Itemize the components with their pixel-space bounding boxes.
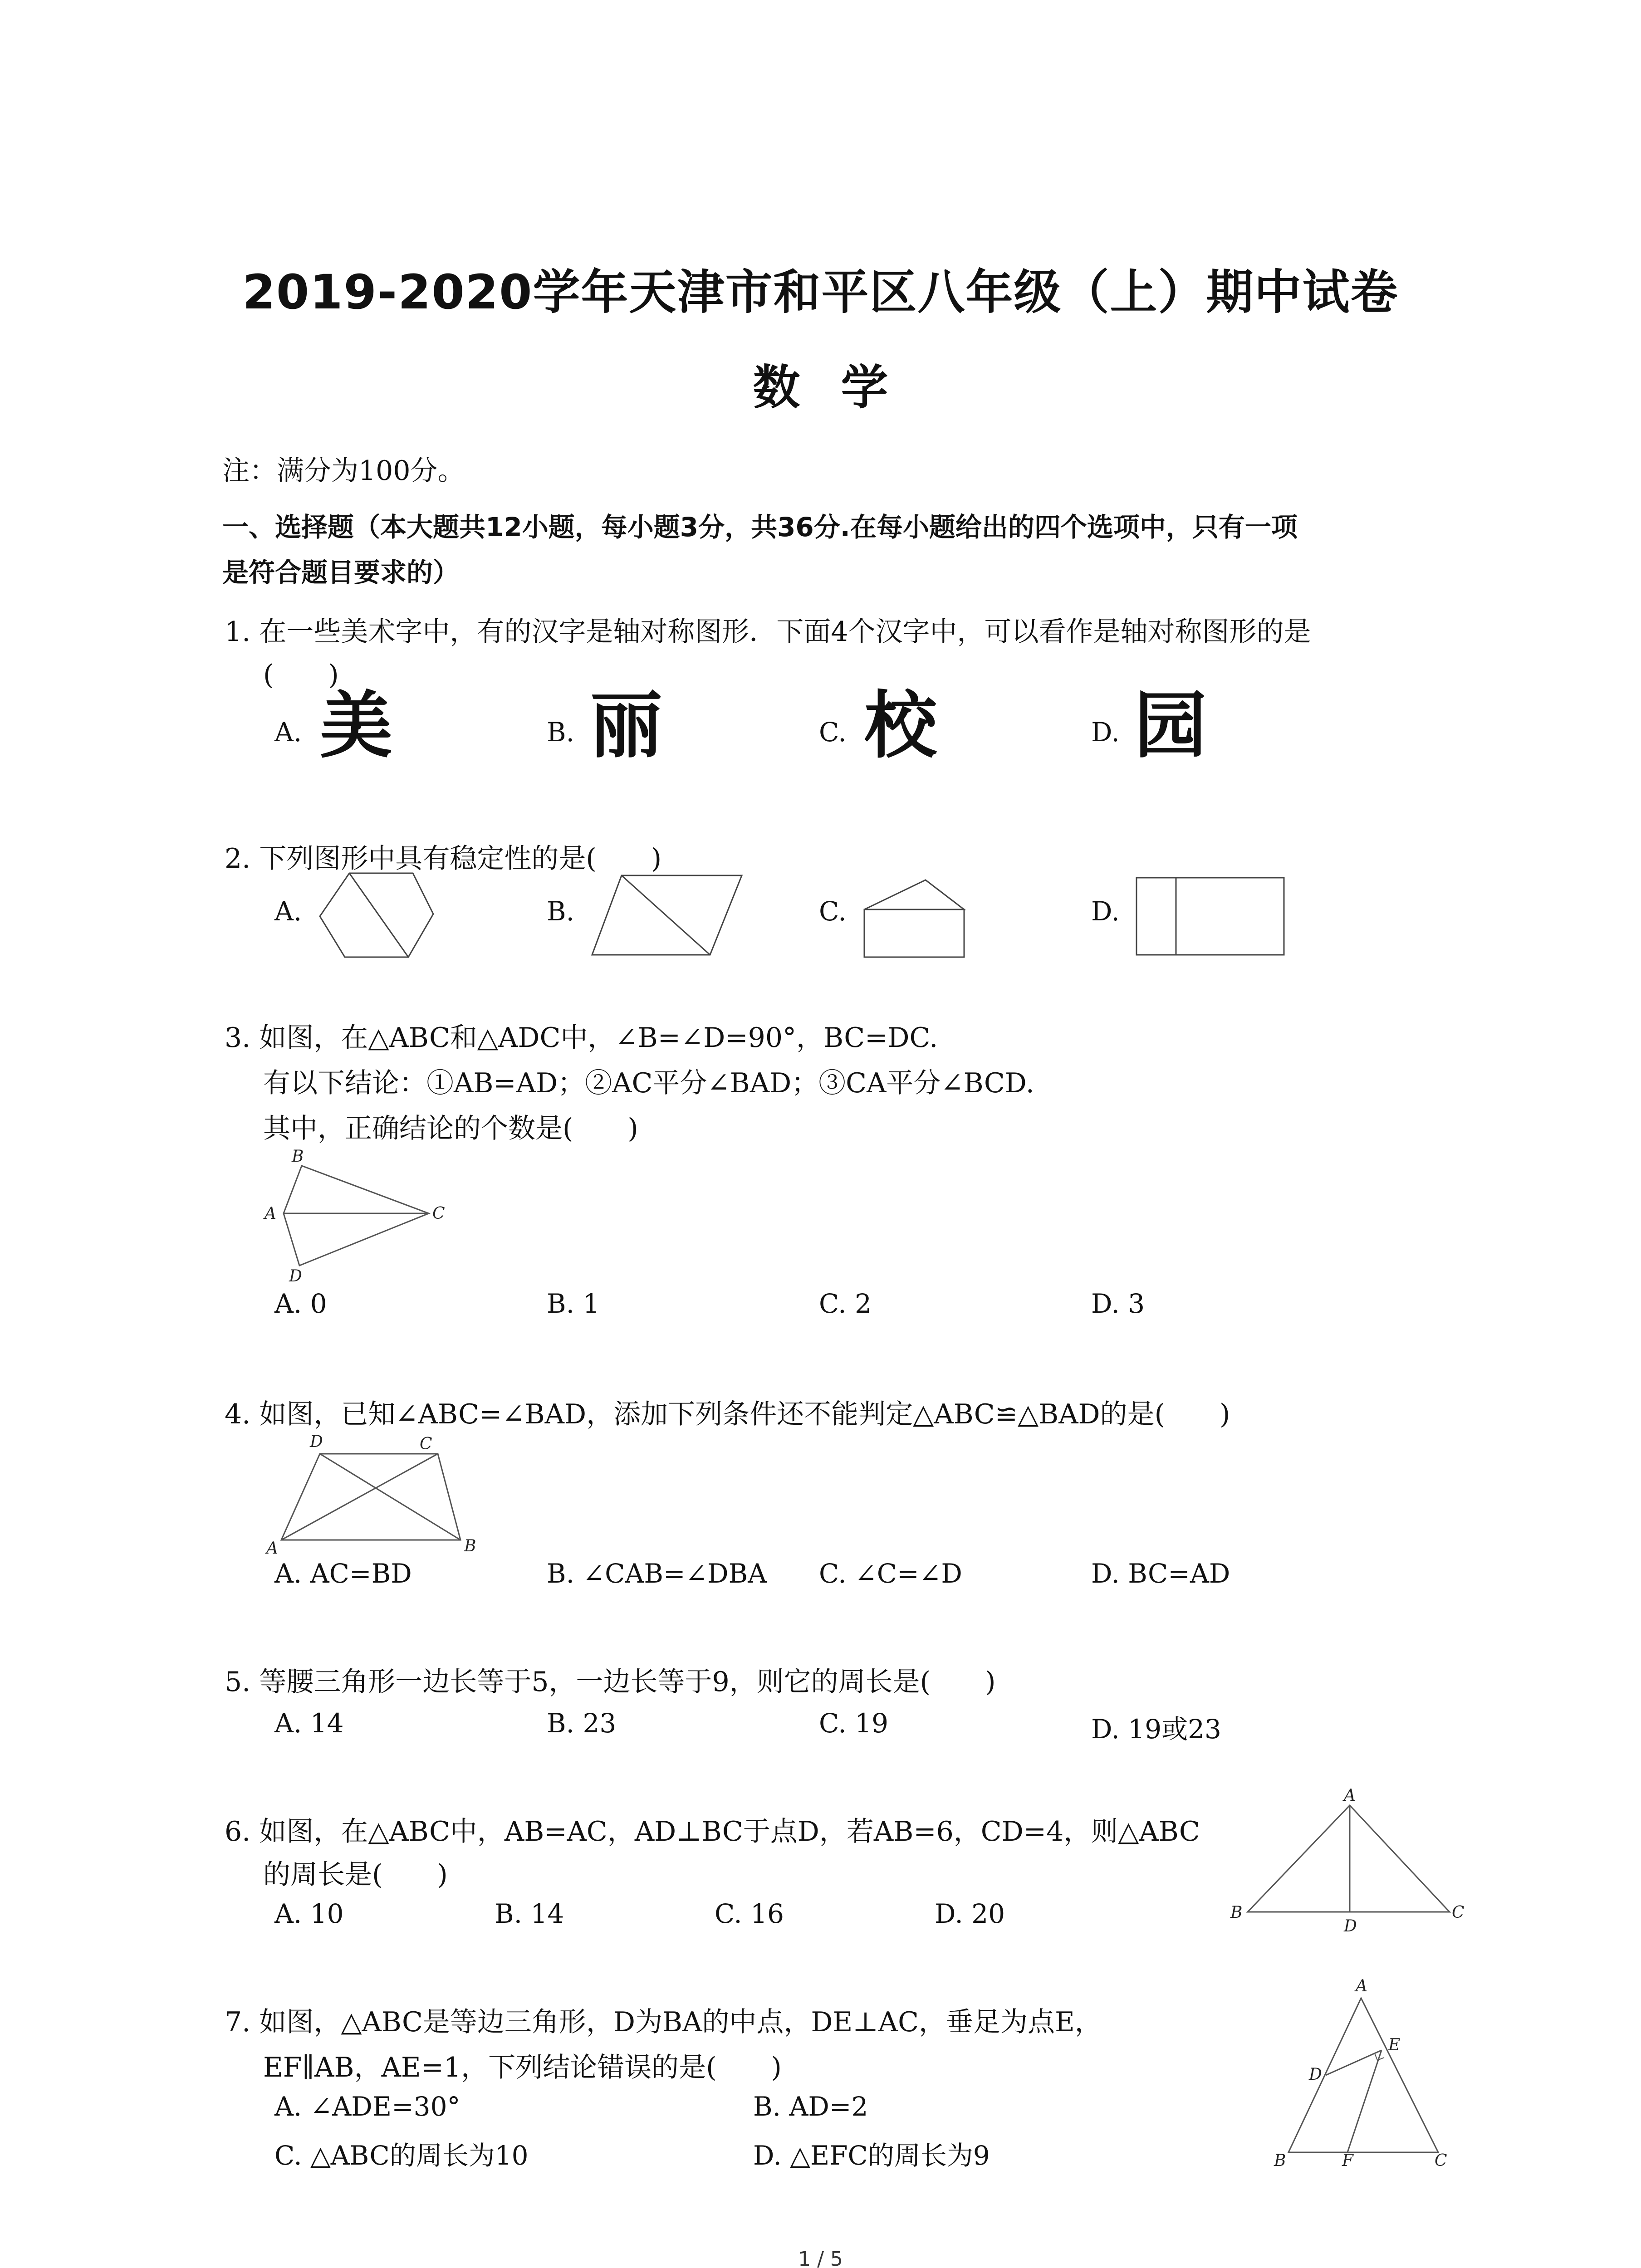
q2-option-a-label: A. bbox=[274, 896, 302, 927]
q7-label-a: A bbox=[1356, 1977, 1367, 1995]
page-title: 2019-2020学年天津市和平区八年级（上）期中试卷 bbox=[242, 264, 1399, 320]
q4-label-c: C bbox=[420, 1435, 432, 1453]
q7-option-a: A. ∠ADE=30° bbox=[274, 2091, 460, 2122]
q6-option-d: D. 20 bbox=[935, 1898, 1005, 1929]
q6-stem-line2: 的周长是( ) bbox=[263, 1859, 448, 1891]
q4-trapezoid-figure bbox=[261, 1429, 497, 1556]
q3-label-b: B bbox=[292, 1147, 304, 1166]
q1-bracket: ( ) bbox=[263, 659, 339, 691]
q1-option-c-char: 校 bbox=[864, 683, 937, 768]
q3-stem-line2: 有以下结论：①AB=AD；②AC平分∠BAD；③CA平分∠BCD. bbox=[263, 1067, 1034, 1099]
q2-parallelogram-figure bbox=[590, 873, 744, 957]
q3-label-d: D bbox=[289, 1267, 302, 1286]
q4-option-d: D. BC=AD bbox=[1091, 1558, 1230, 1589]
q7-label-b: B bbox=[1274, 2151, 1286, 2170]
q3-option-c: C. 2 bbox=[819, 1288, 872, 1319]
q7-label-d: D bbox=[1309, 2065, 1322, 2084]
q1-option-a-char: 美 bbox=[320, 683, 393, 768]
q6-option-b: B. 14 bbox=[495, 1898, 564, 1929]
q1-option-b-label: B. bbox=[547, 717, 575, 748]
q4-option-b: B. ∠CAB=∠DBA bbox=[547, 1558, 767, 1589]
q7-option-b: B. AD=2 bbox=[753, 2091, 868, 2122]
q4-label-a: A bbox=[266, 1539, 278, 1558]
section-heading-line2: 是符合题目要求的） bbox=[222, 557, 460, 588]
q5-option-b: B. 23 bbox=[547, 1708, 617, 1739]
q6-label-c: C bbox=[1452, 1903, 1465, 1922]
q1-stem: 1. 在一些美术字中，有的汉字是轴对称图形．下面4个汉字中，可以看作是轴对称图形的是 bbox=[225, 616, 1311, 648]
q2-hexagon-figure bbox=[318, 871, 436, 962]
q6-label-a: A bbox=[1344, 1786, 1356, 1805]
q6-option-c: C. 16 bbox=[715, 1898, 784, 1929]
q2-house-figure bbox=[862, 878, 966, 959]
q7-stem-line2: EF∥AB，AE=1，下列结论错误的是( ) bbox=[263, 2052, 782, 2083]
q6-option-a: A. 10 bbox=[274, 1898, 344, 1929]
q7-option-c: C. △ABC的周长为10 bbox=[274, 2140, 529, 2171]
q4-option-a: A. AC=BD bbox=[274, 1558, 412, 1589]
q2-option-c-label: C. bbox=[819, 896, 847, 927]
q7-label-e: E bbox=[1388, 2036, 1401, 2054]
q3-option-d: D. 3 bbox=[1091, 1288, 1145, 1319]
q3-label-a: A bbox=[265, 1204, 276, 1223]
q7-stem-line1: 7. 如图，△ABC是等边三角形，D为BA的中点，DE⊥AC，垂足为点E， bbox=[225, 2006, 1102, 2038]
q4-label-b: B bbox=[464, 1537, 476, 1555]
q3-stem-line3: 其中，正确结论的个数是( ) bbox=[263, 1113, 638, 1144]
q2-option-b-label: B. bbox=[547, 896, 575, 927]
q3-option-a: A. 0 bbox=[274, 1288, 327, 1319]
q4-stem: 4. 如图，已知∠ABC=∠BAD，添加下列条件还不能判定△ABC≌△BAD的是( ) bbox=[225, 1398, 1230, 1430]
q1-option-c-label: C. bbox=[819, 717, 847, 748]
q2-stem: 2. 下列图形中具有稳定性的是( ) bbox=[225, 843, 662, 875]
q7-label-f: F bbox=[1342, 2151, 1353, 2170]
q6-triangle-figure bbox=[1230, 1786, 1465, 1937]
q4-label-d: D bbox=[310, 1432, 323, 1451]
q5-option-a: A. 14 bbox=[274, 1708, 344, 1739]
q5-option-d: D. 19或23 bbox=[1091, 1714, 1221, 1745]
q5-stem: 5. 等腰三角形一边长等于5，一边长等于9，则它的周长是( ) bbox=[225, 1666, 996, 1698]
q7-option-d: D. △EFC的周长为9 bbox=[753, 2140, 990, 2171]
q1-option-d-label: D. bbox=[1091, 717, 1120, 748]
section-heading-line1: 一、选择题（本大题共12小题，每小题3分，共36分.在每小题给出的四个选项中，只有一项 bbox=[222, 512, 1298, 543]
q4-option-c: C. ∠C=∠D bbox=[819, 1558, 962, 1589]
subject-title: 数学 bbox=[753, 360, 929, 415]
q3-kite-figure bbox=[261, 1145, 451, 1290]
q6-stem-line1: 6. 如图，在△ABC中，AB=AC，AD⊥BC于点D，若AB=6，CD=4，则△ABC bbox=[225, 1816, 1200, 1848]
q5-option-c: C. 19 bbox=[819, 1708, 888, 1739]
q6-label-b: B bbox=[1230, 1903, 1243, 1922]
q6-label-d: D bbox=[1344, 1917, 1357, 1936]
q7-equilateral-figure bbox=[1266, 1978, 1456, 2168]
q1-option-a-label: A. bbox=[274, 717, 302, 748]
q3-stem-line1: 3. 如图，在△ABC和△ADC中，∠B=∠D=90°，BC=DC. bbox=[225, 1022, 938, 1054]
q7-label-c: C bbox=[1435, 2151, 1447, 2170]
q2-rectangle-figure bbox=[1134, 875, 1286, 957]
q3-label-c: C bbox=[432, 1204, 445, 1223]
score-note: 注：满分为100分。 bbox=[222, 455, 465, 487]
page-number: 1 / 5 bbox=[798, 2248, 843, 2268]
q3-option-b: B. 1 bbox=[547, 1288, 600, 1319]
q1-option-b-char: 丽 bbox=[590, 683, 663, 768]
q2-option-d-label: D. bbox=[1091, 896, 1120, 927]
q1-option-d-char: 园 bbox=[1134, 683, 1207, 768]
